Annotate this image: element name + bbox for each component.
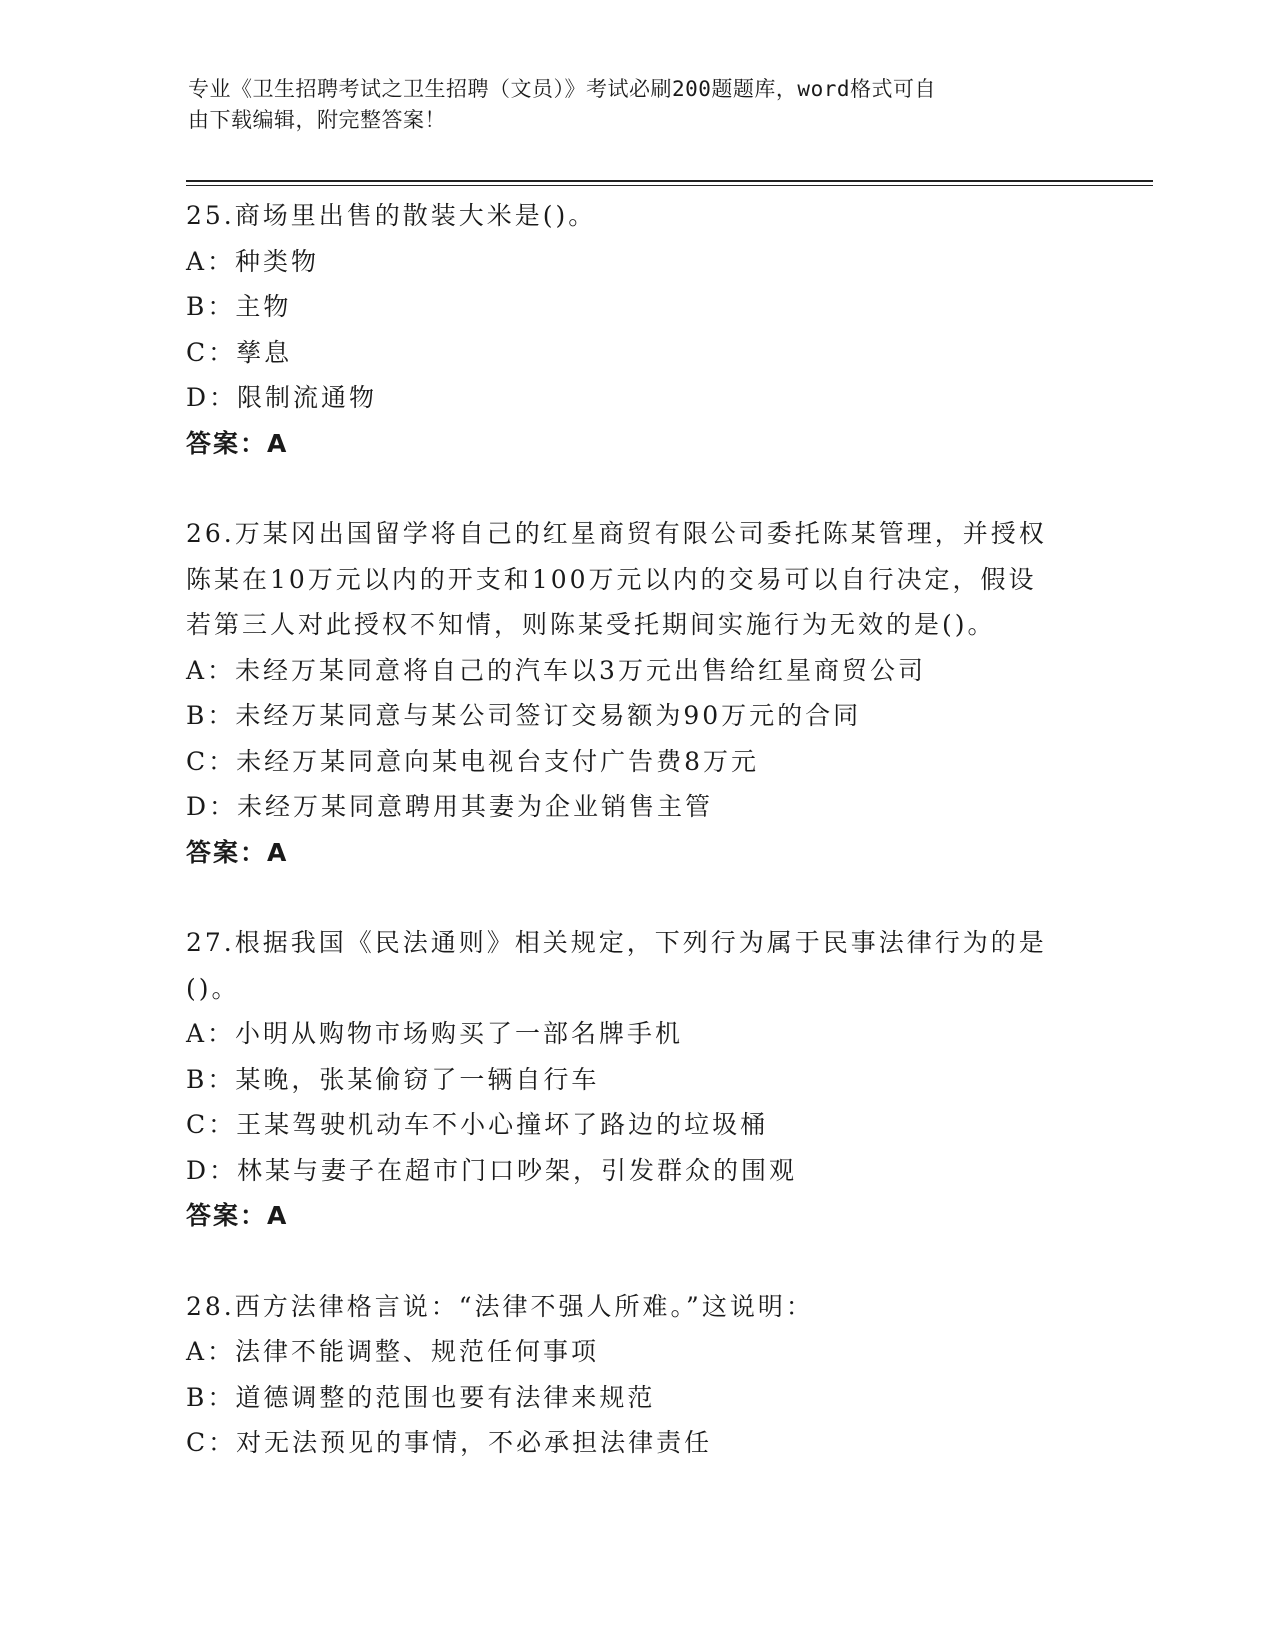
- header-line-1: 专业《卫生招聘考试之卫生招聘（文员）》考试必刷200题题库，word格式可自: [188, 77, 936, 101]
- answer-option: B：道德调整的范围也要有法律来规范: [186, 1382, 656, 1412]
- answer-option: A：种类物: [186, 246, 320, 276]
- question-block: [186, 920, 1086, 1239]
- question-stem: ()。: [186, 973, 240, 1003]
- correct-answer: 答案：A: [186, 837, 289, 867]
- header-divider-thin: [186, 185, 1153, 186]
- question-stem: 26.万某冈出国留学将自己的红星商贸有限公司委托陈某管理，并授权: [186, 519, 1047, 548]
- question-stem: 28.西方法律格言说：“法律不强人所难。”这说明：: [186, 1291, 814, 1321]
- answer-option: C：对无法预见的事情，不必承担法律责任: [186, 1428, 713, 1457]
- answer-option: A：小明从购物市场购买了一部名牌手机: [186, 1019, 684, 1048]
- document-header: [188, 74, 1078, 136]
- question-stem: 25.商场里出售的散装大米是()。: [186, 201, 597, 230]
- answer-option: C：王某驾驶机动车不小心撞坏了路边的垃圾桶: [186, 1110, 769, 1139]
- correct-answer: 答案：A: [186, 428, 289, 458]
- question-block: [186, 193, 1086, 466]
- question-block: [186, 1284, 1086, 1466]
- question-stem: 陈某在10万元以内的开支和100万元以内的交易可以自行决定，假设: [186, 564, 1037, 594]
- answer-option: B：某晚，张某偷窃了一辆自行车: [186, 1064, 600, 1094]
- question-block: [186, 511, 1086, 875]
- question-stem: 若第三人对此授权不知情，则陈某受托期间实施行为无效的是()。: [186, 610, 996, 639]
- answer-option: A：法律不能调整、规范任何事项: [186, 1337, 600, 1366]
- answer-option: D：林某与妻子在超市门口吵架，引发群众的围观: [186, 1155, 798, 1185]
- answer-option: D：限制流通物: [186, 383, 378, 412]
- question-list: [186, 193, 1086, 1511]
- answer-option: C：孳息: [186, 337, 293, 367]
- answer-option: B：主物: [186, 292, 292, 321]
- answer-option: A：未经万某同意将自己的汽车以3万元出售给红星商贸公司: [186, 655, 926, 685]
- header-line-2: 由下载编辑，附完整答案！: [188, 108, 446, 132]
- answer-option: B：未经万某同意与某公司签订交易额为90万元的合同: [186, 701, 862, 730]
- answer-option: D：未经万某同意聘用其妻为企业销售主管: [186, 792, 714, 821]
- correct-answer: 答案：A: [186, 1201, 289, 1230]
- answer-option: C：未经万某同意向某电视台支付广告费8万元: [186, 746, 760, 776]
- question-stem: 27.根据我国《民法通则》相关规定，下列行为属于民事法律行为的是: [186, 928, 1047, 957]
- header-divider-thick: [186, 180, 1153, 182]
